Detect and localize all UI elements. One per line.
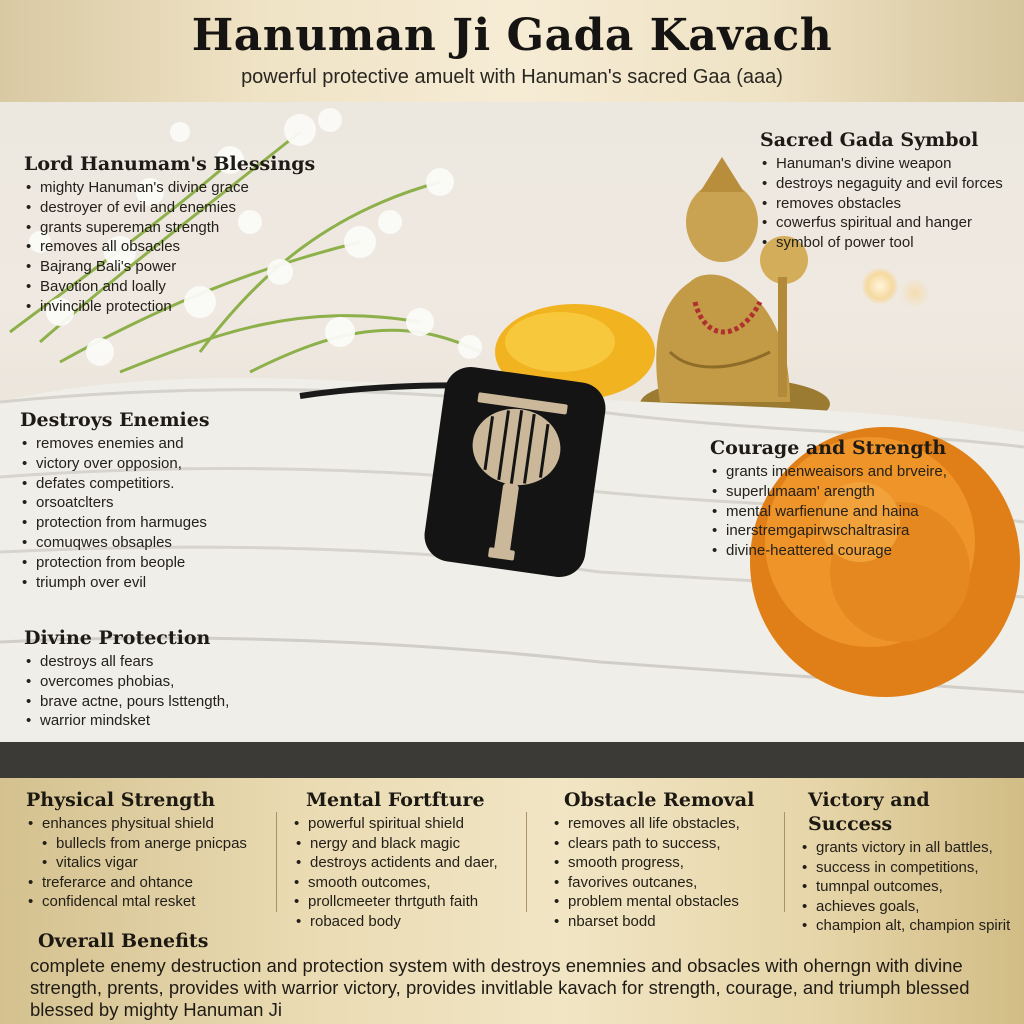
list-item: • Bavotion and loally (40, 277, 324, 297)
list-item: • Bajrang Bali's power (40, 257, 324, 277)
section-heading: Sacred Gada Symbol (760, 129, 979, 151)
list-item: • bullecls from anerge pnicpas (56, 834, 266, 854)
list-item: • achieves goals, (816, 897, 1020, 917)
list-item: • favorives outcanes, (568, 873, 792, 893)
list-item: • mental warfienune and haina (726, 502, 1010, 522)
section-heading: Divine Protection (24, 627, 211, 649)
column-heading: Victory and Success (808, 789, 930, 835)
list-item: • success in competitions, (816, 858, 1020, 878)
section-heading: Destroys Enemies (20, 409, 210, 431)
obstacle-list (552, 814, 792, 932)
list-item: • divine-heattered courage (726, 541, 1010, 561)
section-sacred-gada-symbol (760, 128, 1020, 253)
list-item: • enhances physitual shield (42, 814, 266, 834)
overall-benefits-text: complete enemy destruction and protection system with destroys enemnies and obsacles with oherngn with divine strength, prents, provides with warrior victory, provides invitlable kavach for strength, courage, and triumph blessed blessed by mighty Hanuman Ji (30, 955, 970, 1020)
gada-symbol-list (760, 154, 1020, 253)
column-obstacle-removal (552, 788, 792, 932)
list-item: • smooth outcomes, (308, 873, 532, 893)
section-courage-and-strength (710, 436, 1010, 561)
list-item: • protection from harmuges (36, 513, 300, 533)
column-mental-fortfture (292, 788, 532, 932)
list-item: • removes enemies and (36, 434, 300, 454)
list-item: • warrior mindsket (40, 711, 304, 731)
list-item: • mighty Hanuman's divine grace (40, 178, 324, 198)
list-item: • destroys negaguity and evil forces (776, 174, 1020, 194)
list-item: • destroys actidents and daer, (310, 853, 532, 873)
page-subtitle: powerful protective amuelt with Hanuman's sacred Gaa (aaa) (241, 66, 783, 88)
mental-list (292, 814, 532, 932)
header-banner (0, 0, 1024, 102)
list-item: • orsoatclters (36, 493, 300, 513)
list-item: • treferarce and ohtance (42, 873, 266, 893)
section-heading: Courage and Strength (710, 437, 947, 459)
list-item: • problem mental obstacles (568, 892, 792, 912)
blessings-list (24, 178, 324, 317)
list-item: • nergy and black magic (310, 834, 532, 854)
list-item: • nbarset bodd (568, 912, 792, 932)
list-item: • removes obstacles (776, 194, 1020, 214)
list-item: • clears path to success, (568, 834, 792, 854)
list-item: • destroys all fears (40, 652, 304, 672)
list-item: • Hanuman's divine weapon (776, 154, 1020, 174)
list-item: • smooth progress, (568, 853, 792, 873)
list-item: • confidencal mtal resket (42, 892, 266, 912)
list-item: • symbol of power tool (776, 233, 1020, 253)
list-item: • triumph over evil (36, 573, 300, 593)
physical-list (26, 814, 266, 912)
list-item: • protection from beople (36, 553, 300, 573)
column-divider (276, 812, 277, 912)
list-item: • defates competitiors. (36, 474, 300, 494)
list-item: • victory over opposion, (36, 454, 300, 474)
list-item: • grants supereman strength (40, 218, 324, 238)
courage-list (710, 462, 1010, 561)
column-heading: Obstacle Removal (564, 789, 755, 811)
destroys-enemies-list (20, 434, 300, 592)
column-victory-and-success (800, 788, 1020, 936)
overall-benefits-heading: Overall Benefits (38, 930, 209, 952)
list-item: • inerstremgapirwschaltrasira (726, 521, 1010, 541)
list-item: • removes all obsacles (40, 237, 324, 257)
divine-protection-list (24, 652, 304, 731)
gada-pendant-illustration (421, 364, 609, 581)
list-item: • cowerfus spiritual and hanger (776, 213, 1020, 233)
section-destroys-enemies (20, 408, 300, 592)
list-item: • comuqwes obsaples (36, 533, 300, 553)
column-physical-strength (26, 788, 266, 912)
list-item: • robaced body (310, 912, 532, 932)
victory-list (800, 838, 1020, 936)
list-item: • prollcmeeter thrtguth faith (308, 892, 532, 912)
list-item: • champion alt, champion spirit (816, 916, 1020, 936)
list-item: • vitalics vigar (56, 853, 266, 873)
column-heading: Mental Fortfture (306, 789, 485, 811)
list-item: • superlumaam' arength (726, 482, 1010, 502)
section-divine-protection (24, 626, 304, 731)
list-item: • destroyer of evil and enemies (40, 198, 324, 218)
list-item: • removes all life obstacles, (568, 814, 792, 834)
list-item: • grants imenweaisors and brveire, (726, 462, 1010, 482)
list-item: • powerful spiritual shield (308, 814, 532, 834)
list-item: • overcomes phobias, (40, 672, 304, 692)
list-item: • brave actne, pours lsttength, (40, 692, 304, 712)
list-item: • grants victory in all battles, (816, 838, 1020, 858)
list-item: • invincible protection (40, 297, 324, 317)
list-item: • tumnpal outcomes, (816, 877, 1020, 897)
column-heading: Physical Strength (26, 789, 216, 811)
column-divider (784, 812, 785, 912)
section-heading: Lord Hanumam's Blessings (24, 153, 316, 175)
column-divider (526, 812, 527, 912)
section-hanuman-blessings (24, 152, 324, 317)
page-title: Hanuman Ji Gada Kavach (191, 10, 833, 61)
